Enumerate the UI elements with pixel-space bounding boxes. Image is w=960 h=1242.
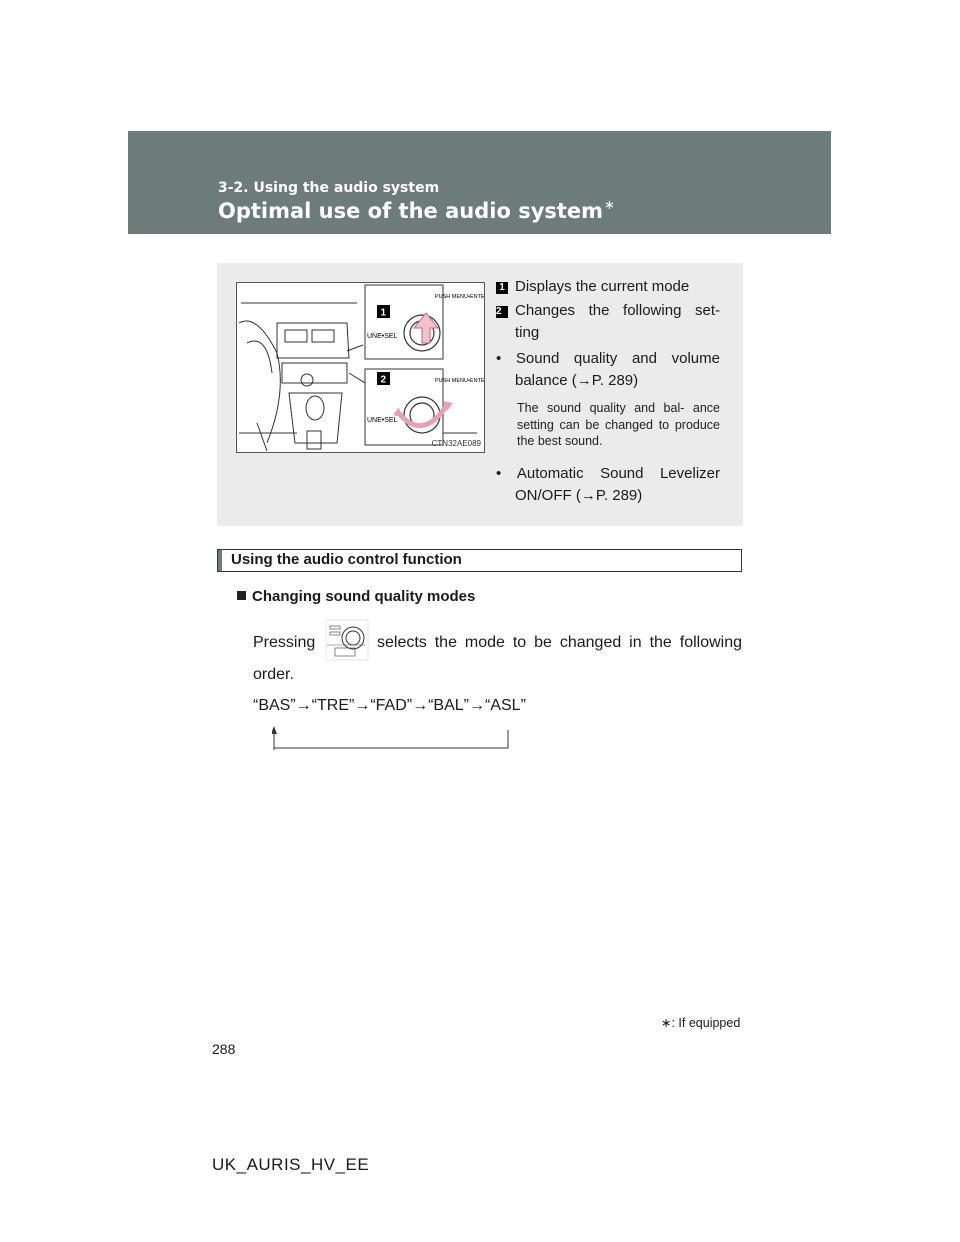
dashboard-illustration (237, 283, 484, 452)
callout-1-number: 1 (496, 282, 508, 294)
dashboard-figure (236, 282, 485, 453)
pressing-label: Pressing (253, 634, 316, 651)
bullet-2-line2: ON/OFF (→P. 289) (515, 487, 643, 504)
bullet-asl (496, 463, 720, 507)
note-text: The sound quality and bal- ance setting can be changed to produce the best sound. (517, 401, 720, 448)
bullet-1-line2: balance (→P. 289) (515, 372, 639, 389)
callout-2 (496, 300, 720, 344)
fig-label-top-2: PUSH MENU•ENTER (435, 378, 484, 384)
equipped-mark: ∗ (604, 198, 615, 213)
callout-2-number: 2 (496, 306, 508, 318)
loop-arrow-icon (272, 726, 510, 750)
mode-heading-text: Changing sound quality modes (252, 588, 476, 605)
callout-1-text: Displays the current mode (515, 278, 690, 295)
page-title (218, 198, 615, 223)
subsection-bar (217, 549, 742, 572)
figure-code: CTN32AE089 (431, 439, 481, 448)
footnote: ∗: If equipped (661, 1016, 741, 1030)
mode-heading (237, 588, 475, 605)
fig-label-side-1: UNE•SEL (367, 333, 398, 340)
audio-knob-icon (325, 618, 369, 662)
callout-1 (496, 276, 720, 298)
fig-label-side-2: UNE•SEL (367, 417, 398, 424)
section-label: 3-2. Using the audio system (218, 180, 440, 196)
order-label: order. (253, 666, 294, 683)
pressing-rest: selects the mode to be changed in the following (377, 634, 742, 651)
bullet-sound-quality (496, 348, 720, 392)
mode-sequence: “BAS”→“TRE”→“FAD”→“BAL”→“ASL” (253, 697, 526, 714)
callout-2-text-line2: ting (515, 324, 540, 341)
subsection-title: Using the audio control function (231, 551, 462, 568)
page-title-text: Optimal use of the audio system (218, 199, 604, 223)
callout-2-text-line1: Changes the following set- (515, 302, 720, 319)
bullet-2-line1: • Automatic Sound Levelizer (496, 465, 720, 482)
fig-label-top-1: PUSH MENU•ENTER (435, 294, 484, 300)
square-bullet-icon (237, 591, 246, 600)
bullet-1-line1: • Sound quality and volume (496, 350, 720, 367)
fig-callout-1: 1 (380, 307, 387, 319)
document-code: UK_AURIS_HV_EE (212, 1155, 370, 1174)
fig-callout-2: 2 (380, 374, 387, 386)
page-number: 288 (212, 1041, 236, 1057)
